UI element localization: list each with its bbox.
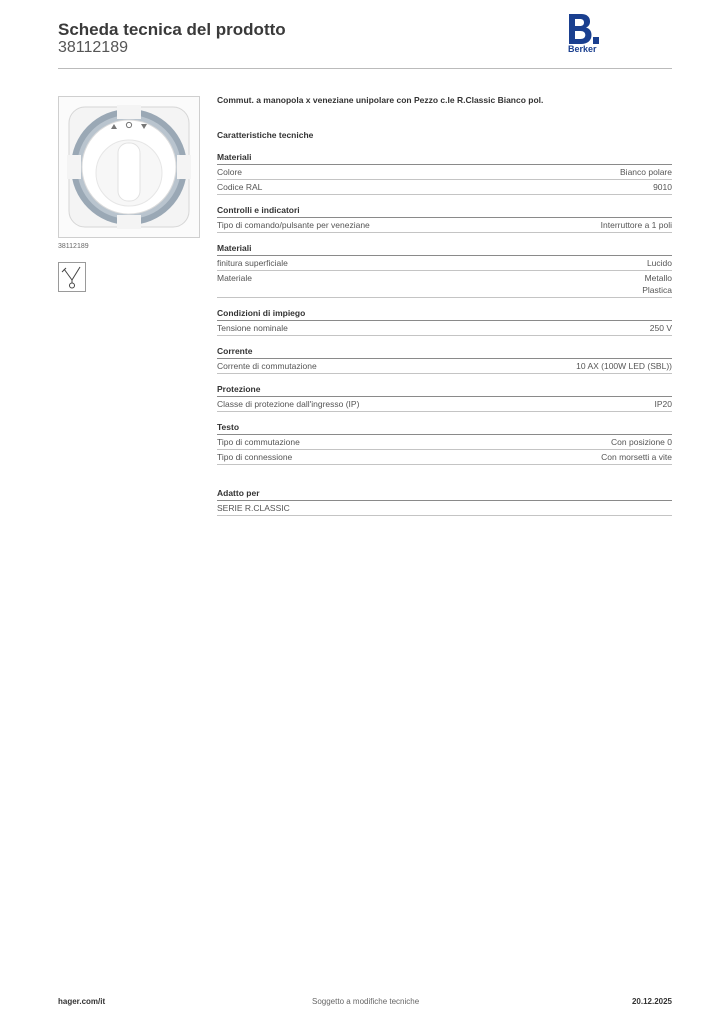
section-materiali-2 [217,242,672,298]
spec-row [217,218,672,233]
spec-row [217,271,672,298]
footer-note: Soggetto a modifiche tecniche [312,997,420,1006]
spec-row [217,256,672,271]
spec-label: Colore [217,167,243,177]
spec-value: Plastica [642,285,672,295]
section-testo [217,421,672,465]
page-title: Scheda tecnica del prodotto [58,20,286,39]
product-description: Commut. a manopola x veneziane unipolare con Pezzo c.le R.Classic Bianco pol. [217,95,544,105]
spec-heading: Caratteristiche tecniche [217,130,314,140]
section-title: Adatto per [217,487,672,501]
product-number: 38112189 [58,39,128,56]
section-corrente [217,345,672,374]
header-divider [58,68,672,69]
spec-label: Tensione nominale [217,323,288,333]
spec-value: Bianco polare [620,167,672,177]
spec-value: IP20 [654,399,672,409]
switch-symbol-icon [58,262,86,292]
spec-row [217,165,672,180]
section-condizioni [217,307,672,336]
section-title: Corrente [217,345,672,359]
spec-label: Tipo di connessione [217,452,293,462]
spec-label: Classe di protezione dall'ingresso (IP) [217,399,360,409]
image-caption: 38112189 [58,243,89,250]
spec-label: Tipo di comando/pulsante per veneziane [217,220,370,230]
spec-label: Corrente di commutazione [217,361,317,371]
spec-content [217,93,672,516]
spec-value: Metallo [644,273,672,283]
brand-name: Berker [568,44,597,54]
spec-value: Interruttore a 1 poli [600,220,672,230]
section-title: Materiali [217,151,672,165]
spec-row [217,359,672,374]
spec-row [217,397,672,412]
spec-value: Lucido [646,258,672,268]
section-protezione [217,383,672,412]
section-controlli [217,204,672,233]
spec-label: Tipo di commutazione [217,437,300,447]
spec-row [217,321,672,336]
spec-value: Con morsetti a vite [601,452,672,462]
section-title: Protezione [217,383,672,397]
spec-value: 10 AX (100W LED (SBL)) [576,361,672,371]
spec-value-multi [642,272,672,296]
spec-row [217,435,672,450]
footer-website[interactable]: hager.com/it [58,997,106,1006]
brand-logo [566,14,606,56]
rotary-switch-image [59,97,199,237]
footer-date: 20.12.2025 [631,997,672,1006]
section-materiali [217,151,672,195]
section-title: Condizioni di impiego [217,307,672,321]
spec-row [217,180,672,195]
section-title: Materiali [217,242,672,256]
spec-label: finitura superficiale [217,258,288,268]
berker-b-icon [566,14,600,44]
spec-row [217,501,672,516]
spec-row [217,450,672,465]
spec-value: SERIE R.CLASSIC [217,503,290,513]
spec-label: Codice RAL [217,182,263,192]
spec-value: 9010 [653,182,672,192]
section-title: Controlli e indicatori [217,204,672,218]
spec-value: 250 V [649,323,672,333]
spec-value: Con posizione 0 [611,437,672,447]
section-adatto-per [217,487,672,516]
section-title: Testo [217,421,672,435]
product-image [58,96,200,238]
spec-label: Materiale [217,273,252,283]
